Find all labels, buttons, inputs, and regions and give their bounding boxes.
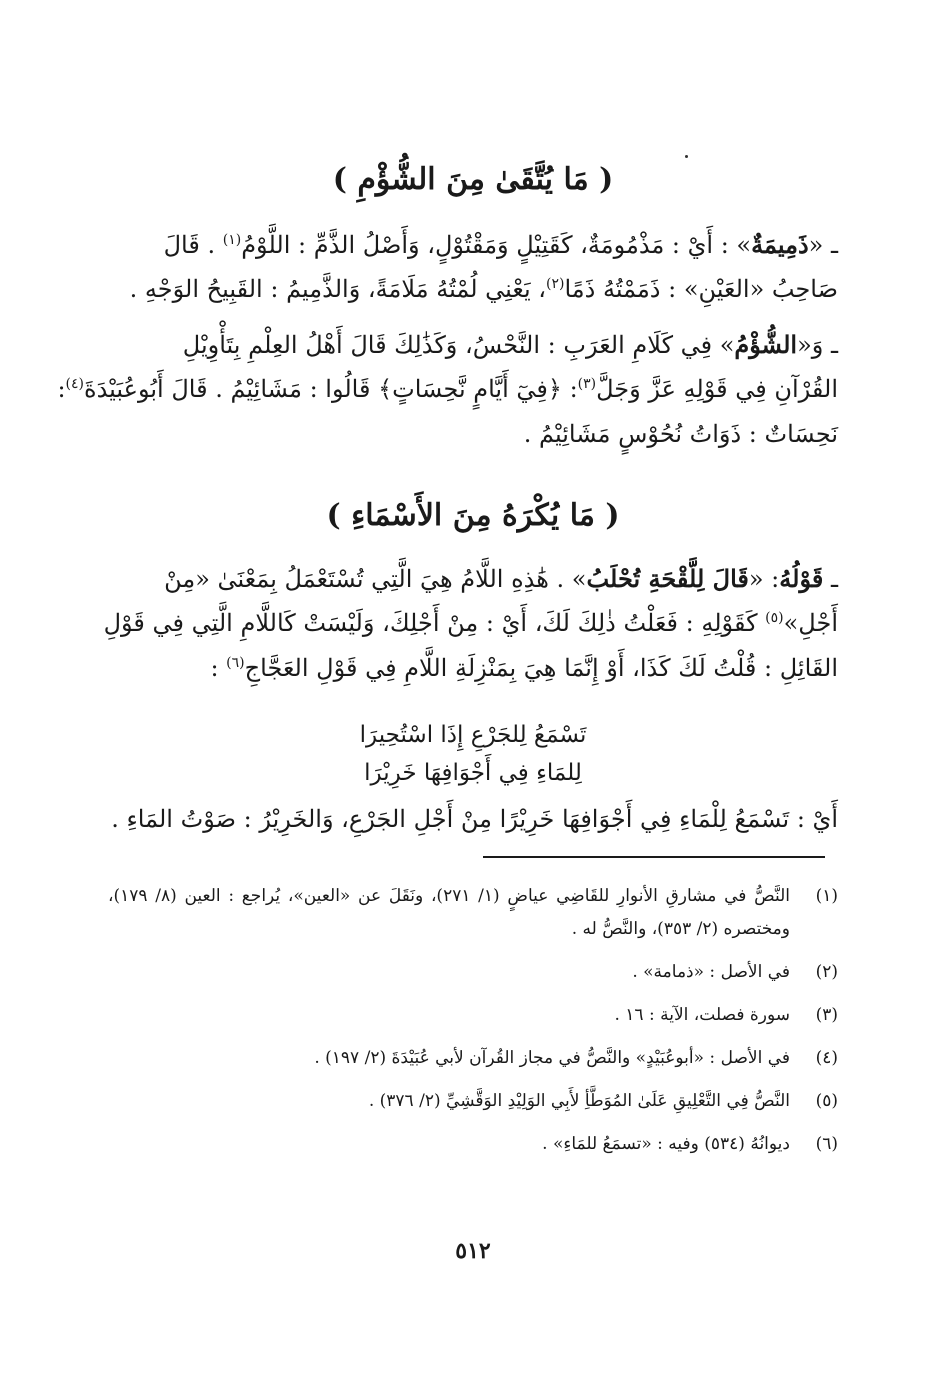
headword: قَوْلُهُ (779, 564, 824, 593)
section-heading-omens: ( مَا يُتَّقَىٰ مِنَ الشُّؤْمِ ) (332, 162, 614, 197)
footnote-ref: (٦) (226, 655, 245, 671)
paragraph-shoum (57, 322, 838, 457)
text-line (108, 267, 838, 312)
text-run: » : أَيْ : مَذْمُومَةٌ، كَقَتِيْلٍ وَمَقْتُوْلٍ، وَأَصْلُ الذَّمِّ : اللَّوْمُ (241, 231, 752, 259)
paragraph-khareer (108, 797, 838, 842)
footnote-number: (٥) (815, 1091, 838, 1111)
ink-speck (685, 155, 688, 158)
footnote-number: (٢) (815, 962, 838, 982)
headword: ذَمِيمَةٌ (751, 230, 809, 259)
text-run: كَقَوْلِهِ : فَعَلْتُ ذٰلِكَ لَكَ، أَيْ : مِنْ أَجْلِكَ، وَلَيْسَتْ كَاللَّامِ الَّتِي فِي قَوْلِ (103, 609, 758, 637)
text-run: . قَالَ (163, 231, 216, 259)
page-number: ٥١٢ (455, 1238, 491, 1264)
text-line (57, 367, 838, 412)
footnote-text: في الأصل : «أبوعُبَيْدٍ» والنَّصُّ في مجاز القُرآن لأبي عُبَيْدَةَ (٢/ ١٩٧) . (314, 1048, 790, 1068)
quoted-phrase: قَالَ لِلَّقْحَةِ تُحْلَبُ (586, 564, 749, 593)
footnote-ref: (١) (222, 232, 242, 248)
text-run: ـ « (808, 231, 838, 259)
text-run: ـ (823, 565, 838, 593)
text-line (108, 646, 838, 691)
text-run: القَائِلِ : قُلْتُ لَكَ كَذَا، أَوْ إِنَّمَا هِيَ بِمَنْزِلَةِ اللَّامِ فِي قَوْلِ العَجَّاجِ (244, 654, 838, 682)
footnote (108, 880, 838, 946)
text-run: أَجْلِ» (783, 609, 838, 637)
text-line: أَيْ : تَسْمَعُ لِلْمَاءِ فِي أَجْوَافِهَا خَرِيْرًا مِنْ أَجْلِ الجَرْعِ، وَالخَرِيْرُ : صَوْتُ المَاءِ . (111, 805, 838, 833)
footnote-text: في الأصل : «ذمامة» . (632, 962, 790, 982)
text-run: » . هَٰذِهِ اللَّامُ هِيَ الَّتِي تُسْتَعْمَلُ بِمَعْنَىٰ «مِنْ (164, 565, 587, 593)
text-run: : ﴿فِيٓ أَيَّامٍ نَّحِسَاتٍ﴾ قَالُوا : مَشَائِيْمُ . قَالَ أَبُوعُبَيْدَةَ (84, 375, 578, 403)
text-line (108, 412, 838, 457)
text-line (103, 601, 838, 646)
footnote-text: النَّصُّ فِي التَّعْلِيقِ عَلَىٰ المُوَطَّأِ لأَبِي الوَلِيْدِ الوَقَّشِيِّ (٢/ ٣٧٦) . (368, 1091, 790, 1111)
footnote-number: (٣) (815, 1005, 838, 1025)
text-run: : (57, 375, 66, 403)
text-run: ـ وَ« (797, 331, 838, 359)
footnote (108, 1042, 838, 1075)
text-line (108, 222, 838, 267)
footnote-divider (483, 856, 825, 858)
text-run: » فِي كَلَامِ العَرَبِ : النَّحْسُ، وَكَذَٰلِكَ قَالَ أَهْلُ العِلْمِ بِتَأْوِيْلِ (182, 331, 735, 359)
text-run: : « (748, 565, 780, 593)
text-line (108, 322, 838, 367)
footnote-number: (١) (815, 886, 838, 906)
section-heading-names: ( مَا يُكْرَهُ مِنَ الأَسْمَاءِ ) (326, 498, 620, 533)
headword: الشُّؤْمُ (734, 330, 798, 359)
footnote-text: سورة فصلت، الآية : ١٦ . (614, 1005, 790, 1025)
footnote-text: ديوانُهُ (٥٣٤) وفيه : «تسمَعُ للمَاءِ» . (542, 1134, 790, 1154)
footnote (108, 956, 838, 989)
paragraph-laqha (103, 556, 838, 691)
text-run: القُرْآنِ فِي قَوْلِهِ عَزَّ وَجَلَّ (596, 375, 838, 403)
footnote (108, 999, 838, 1032)
footnote-number: (٤) (815, 1048, 838, 1068)
footnote-text: النَّصُّ في مشارقِ الأنوارِ للقَاضِي عياضٍ (١/ ٢٧١)، ونَقَلَ عن «العين»، يُراجع : العين (٨/ ١٧٩)، ومختصره (٢/ ٣٥٣)، والنَّصُّ له . (108, 886, 790, 939)
text-run: ، يَعْنِي لُمْتُهُ مَلَامَةً، وَالذَّمِيمُ : القَبِيحُ الوَجْهِ . (129, 275, 547, 303)
poetry-verse-2: لِلمَاءِ فِي أَجْوَافِهَا خَرِيْرَا (364, 760, 582, 786)
paragraph-dhamima (108, 222, 838, 312)
footnote-ref: (٥) (765, 610, 784, 626)
text-run: : (210, 654, 219, 682)
footnote (108, 1085, 838, 1118)
poetry-verse-1: تَسْمَعُ لِلجَرْعِ إِذَا اسْتُحِيرَا (359, 722, 587, 748)
footnote-ref: (٢) (546, 276, 565, 292)
text-line (108, 556, 838, 601)
footnotes (108, 880, 838, 1171)
footnote-ref: (٣) (577, 376, 597, 392)
text-run: نَحِسَاتٌ : ذَوَاتُ نُحُوْسٍ مَشَائِيْمُ . (523, 420, 838, 448)
footnote (108, 1128, 838, 1161)
footnote-number: (٦) (815, 1134, 838, 1154)
text-run: صَاحِبُ «العَيْنِ» : ذَمَمْتُهُ ذَمًا (564, 275, 838, 303)
footnote-ref: (٤) (65, 376, 84, 392)
